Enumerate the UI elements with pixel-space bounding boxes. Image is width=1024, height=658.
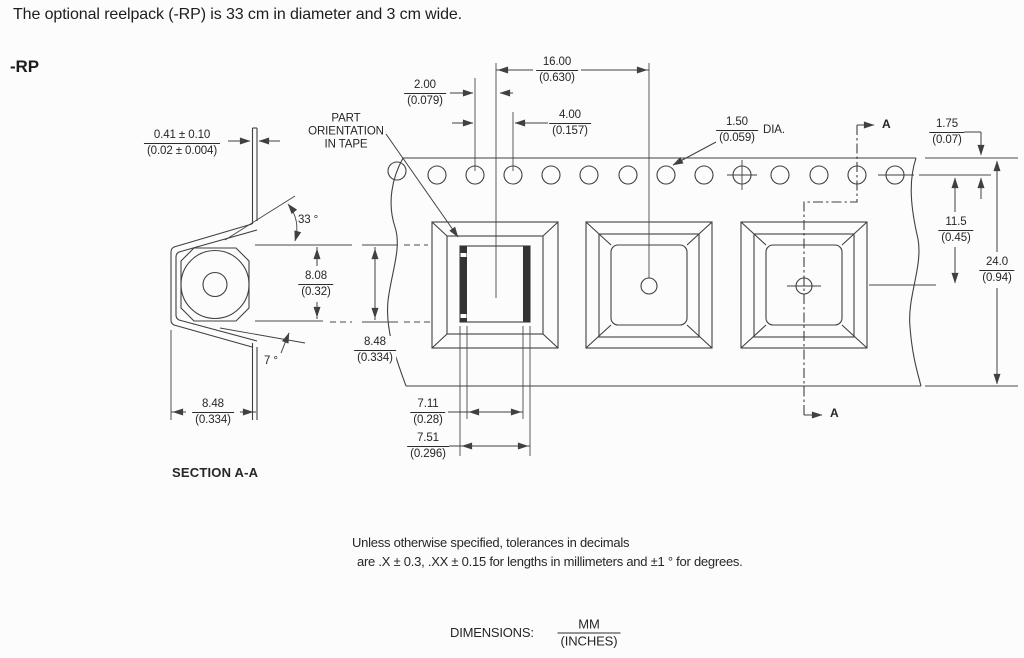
units-fraction: MM (INCHES): [558, 618, 621, 649]
dim-0-41: $\frac{0.41 \pm 0.10}{(0.02 \pm 0.004)}$: [144, 129, 220, 157]
part-pocket-octagon: [181, 248, 249, 321]
dimensions-label: DIMENSIONS:: [450, 625, 534, 640]
tolerance-note-line1: Unless otherwise specified, tolerances in decimals: [352, 535, 630, 550]
dim-2-00: $\frac{2.00}{(0.079)}$: [404, 79, 446, 107]
dim-1-75: $\frac{1.75}{(0.07)}$: [929, 118, 964, 146]
dimension-lines: [375, 70, 997, 446]
part-orientation-note: PART ORIENTATION IN TAPE: [308, 112, 384, 151]
part-disc: [181, 251, 249, 319]
sprocket-holes: [388, 160, 914, 190]
part-left-termination: [460, 246, 467, 322]
dim-1-50: $\frac{1.50}{(0.059)}$: [716, 116, 758, 144]
section-marker-bottom: A: [830, 406, 839, 420]
section-title: SECTION A-A: [172, 465, 259, 480]
tolerance-note-line2: are .X ± 0.3, .XX ± 0.15 for lengths in millimeters and ±1 ° for degrees.: [357, 554, 743, 569]
hole-crosshair: [727, 160, 757, 190]
section-marker-top: A: [882, 117, 891, 131]
section-view: [171, 128, 317, 420]
dim-4-00: $\frac{4.00}{(0.157)}$: [549, 109, 591, 137]
pocket-1: [432, 222, 558, 348]
dim-8-08: $\frac{8.08}{(0.32)}$: [298, 270, 333, 298]
dim-8-48-horizontal: $\frac{8.48}{(0.334)}$: [192, 398, 234, 426]
angle-33-label: 33 °: [298, 214, 319, 226]
dim-7-11: $\frac{7.11}{(0.28)}$: [410, 398, 445, 426]
dia-suffix: DIA.: [763, 124, 785, 136]
dim-16-00: $\frac{16.00}{(0.630)}$: [536, 56, 578, 84]
pocket-inner-wall: [176, 230, 257, 341]
pocket-center-hole: [641, 278, 657, 294]
dim-8-48-vertical: $\frac{8.48}{(0.334)}$: [354, 336, 396, 364]
angle-7-label: 7 °: [264, 355, 278, 367]
tape-plan-view: [388, 158, 921, 386]
part-disc-hole: [203, 273, 227, 297]
dim-24-0: $\frac{24.0}{(0.94)}$: [979, 256, 1014, 284]
dim-7-51: $\frac{7.51}{(0.296)}$: [407, 432, 449, 460]
part-right-termination: [523, 246, 530, 322]
rp-label: -RP: [10, 57, 39, 76]
tape-right-break-line: [910, 158, 921, 386]
part-outline: [460, 246, 530, 322]
dim-11-5: $\frac{11.5}{(0.45)}$: [938, 216, 973, 244]
page-note: The optional reelpack (-RP) is 33 cm in diameter and 3 cm wide.: [13, 6, 463, 23]
